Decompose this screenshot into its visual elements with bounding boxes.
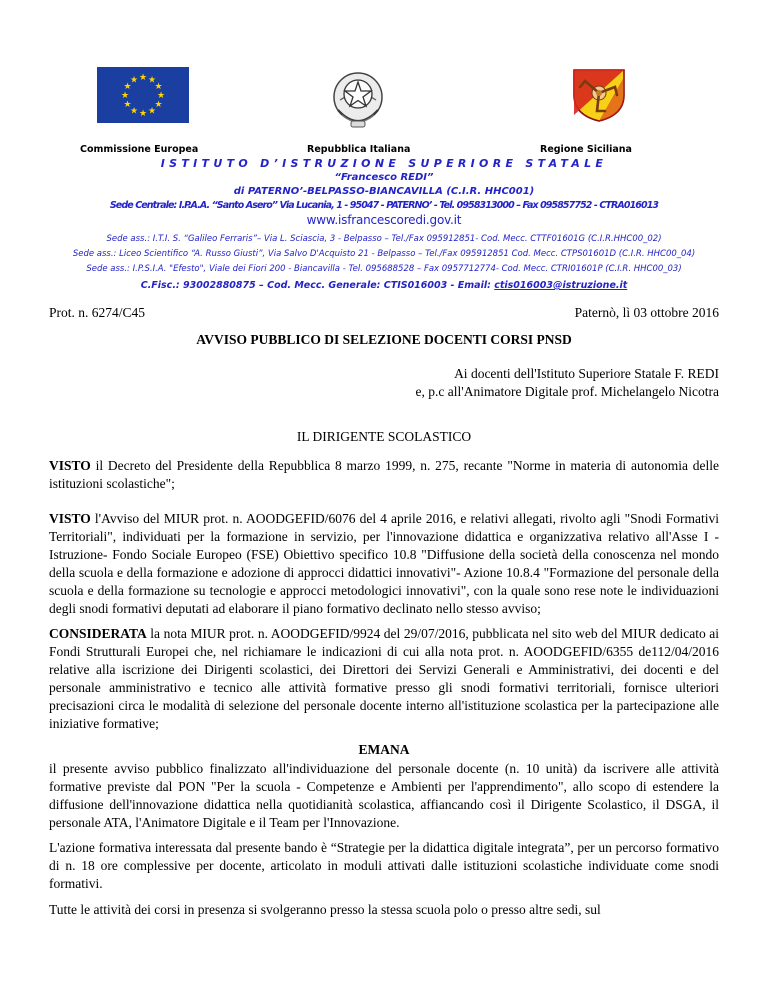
school-type: ISTITUTO D’ISTRUZIONE SUPERIORE STATALE [160, 157, 608, 170]
considerata-text: la nota MIUR prot. n. AOODGEFID/9924 del 29/07/2016, pubblicata nel sito web del MIUR dedicato ai Fondi Strutturali Europei che, nel richiamare le indicazioni di cui alla nota prot. n. AOODGEFID/6355 de112/04/2016 relative alla iscrizione dei Dirigenti scolastici, dei Direttori dei Servizi Generali e Amministrativi, dei docenti e del personale amministrativo e tecnico alle attività formative presso gli snodi formativi territoriali, fornisce ulteriori precisazioni circa le modalità di selezione del personale docente interno all'istituzione scolastica per la partecipazione alle iniziative formative; [49, 626, 719, 731]
document-date: Paternò, lì 03 ottobre 2016 [574, 305, 719, 320]
document-title: AVVISO PUBBLICO DI SELEZIONE DOCENTI CORSI PNSD [196, 332, 572, 347]
recipient-teachers: Ai docenti dell'Istituto Superiore Statale F. REDI [454, 366, 719, 381]
svg-text:★: ★ [154, 82, 163, 92]
svg-text:★: ★ [129, 75, 139, 86]
protocol-number: Prot. n. 6274/C45 [49, 305, 146, 320]
svg-text:★: ★ [154, 100, 163, 110]
visto-paragraph-2 [49, 510, 719, 618]
emana-paragraph: il presente avviso pubblico finalizzato all'individuazione del personale docente (n. 10 unità) da iscrivere alle attività formative previste dal PON "Per la scuola - Competenze e Ambienti per l'apprendimento", allo scopo di estendere la diffusione dell'innovazione didattica nella quotidianità scolastica, affiancando così il Dirigente Scolastico, il DSGA, il personale ATA, l'Animatore Digitale e il Team per l'Innovazione. [49, 761, 719, 830]
svg-text:★: ★ [156, 91, 166, 101]
sicily-emblem-icon [571, 67, 627, 123]
visto-paragraph-1 [49, 457, 719, 493]
fiscal-info [0, 280, 768, 291]
school-location: di PATERNO’-BELPASSO-BIANCAVILLA (C.I.R. HHC001) [233, 186, 535, 197]
svg-text:★: ★ [120, 91, 130, 101]
associated-office-3: Sede ass.: I.P.S.I.A. "Efesto", Viale dei Fiori 200 - Biancavilla - Tel. 095688528 – Fax 0957712774- Cod. Mecc. CTRI01601P (C.I.R. HHC00_03) [86, 264, 682, 274]
visto-label: VISTO [49, 511, 91, 526]
svg-text:★: ★ [123, 82, 132, 92]
fiscal-codes: C.Fisc.: 93002880875 – Cod. Mecc. Generale: CTIS016003 - Email: [140, 280, 491, 291]
considerata-paragraph [49, 625, 719, 733]
svg-text:★: ★ [147, 106, 157, 117]
considerata-label: CONSIDERATA [49, 626, 147, 641]
recipient-digital-animator: e, p.c all'Animatore Digitale prof. Michelangelo Nicotra [415, 384, 719, 399]
svg-text:★: ★ [129, 106, 139, 117]
svg-text:★: ★ [138, 73, 148, 83]
school-email-link[interactable]: ctis016003@istruzione.it [494, 280, 628, 291]
svg-text:★: ★ [138, 109, 148, 119]
visto-text: il Decreto del Presidente della Repubblica 8 marzo 1999, n. 275, recante "Norme in materia di autonomia delle istituzioni scolastiche"; [49, 458, 719, 491]
training-action-paragraph: L'azione formativa interessata dal presente bando è “Strategie per la didattica digitale integrata”, per un percorso formativo di n. 18 ore complessive per docente, articolato in moduli attivati dalle istituzioni scolastiche individuate come snodi formativi. [49, 840, 719, 891]
entity-italian-republic: Repubblica Italiana [307, 144, 411, 155]
school-name: “Francesco REDI” [334, 172, 434, 183]
issuer-heading: IL DIRIGENTE SCOLASTICO [296, 429, 472, 444]
activities-paragraph: Tutte le attività dei corsi in presenza si svolgeranno presso la stessa scuola polo o presso altre sedi, sul [49, 902, 601, 917]
italian-emblem-icon [329, 70, 387, 132]
associated-office-2: Sede ass.: Liceo Scientifico “A. Russo Giusti”, Via Salvo D'Acquisto 21 - Belpasso – Tel./Fax 095912851 Cod. Mecc. CTPS01601D (C.I.R. HHC00_04) [72, 249, 696, 259]
visto-label: VISTO [49, 458, 91, 473]
emana-heading: EMANA [358, 742, 410, 757]
visto-text: l'Avviso del MIUR prot. n. AOODGEFID/6076 del 4 aprile 2016, e relativi allegati, rivolto agli "Snodi Formativi Territoriali", individuati per la formazione in servizio, per l'innovazione didattica e organizzativa relativo all'Asse I - Istruzione- Fondo Sociale Europeo (FSE) Obiettivo specifico 10.8 "Diffusione della società della conoscenza nel mondo della scuola e della formazione e adozione di approcci didattici innovativi"- Azione 10.8.4 "Formazione del personale della scuola e della formazione su tecnologie e approcci metodologici innovativi", con la quale sono rese note le individuazioni degli snodi formativi deputati ad elaborare il piano formativo declinato nello stesso avviso; [49, 511, 719, 616]
eu-flag-icon [97, 67, 189, 123]
svg-text:★: ★ [123, 100, 132, 110]
svg-text:★: ★ [147, 75, 157, 86]
entity-sicilian-region: Regione Siciliana [540, 144, 632, 155]
associated-office-1: Sede ass.: I.T.I. S. “Galileo Ferraris”– Via L. Sciascia, 3 - Belpasso – Tel./Fax 095912851- Cod. Mecc. CTTF01601G (C.I.R.HHC00_02) [106, 234, 662, 244]
main-office-address: Sede Centrale: I.P.A.A. “Santo Asero” Via Lucania, 1 - 95047 - PATERNO’ - Tel. 0958313000 – Fax 095857752 - CTRA016013 [109, 200, 659, 211]
school-website-link[interactable]: www.isfrancescoredi.gov.it [306, 213, 462, 227]
entity-european-commission: Commissione Europea [80, 144, 199, 155]
